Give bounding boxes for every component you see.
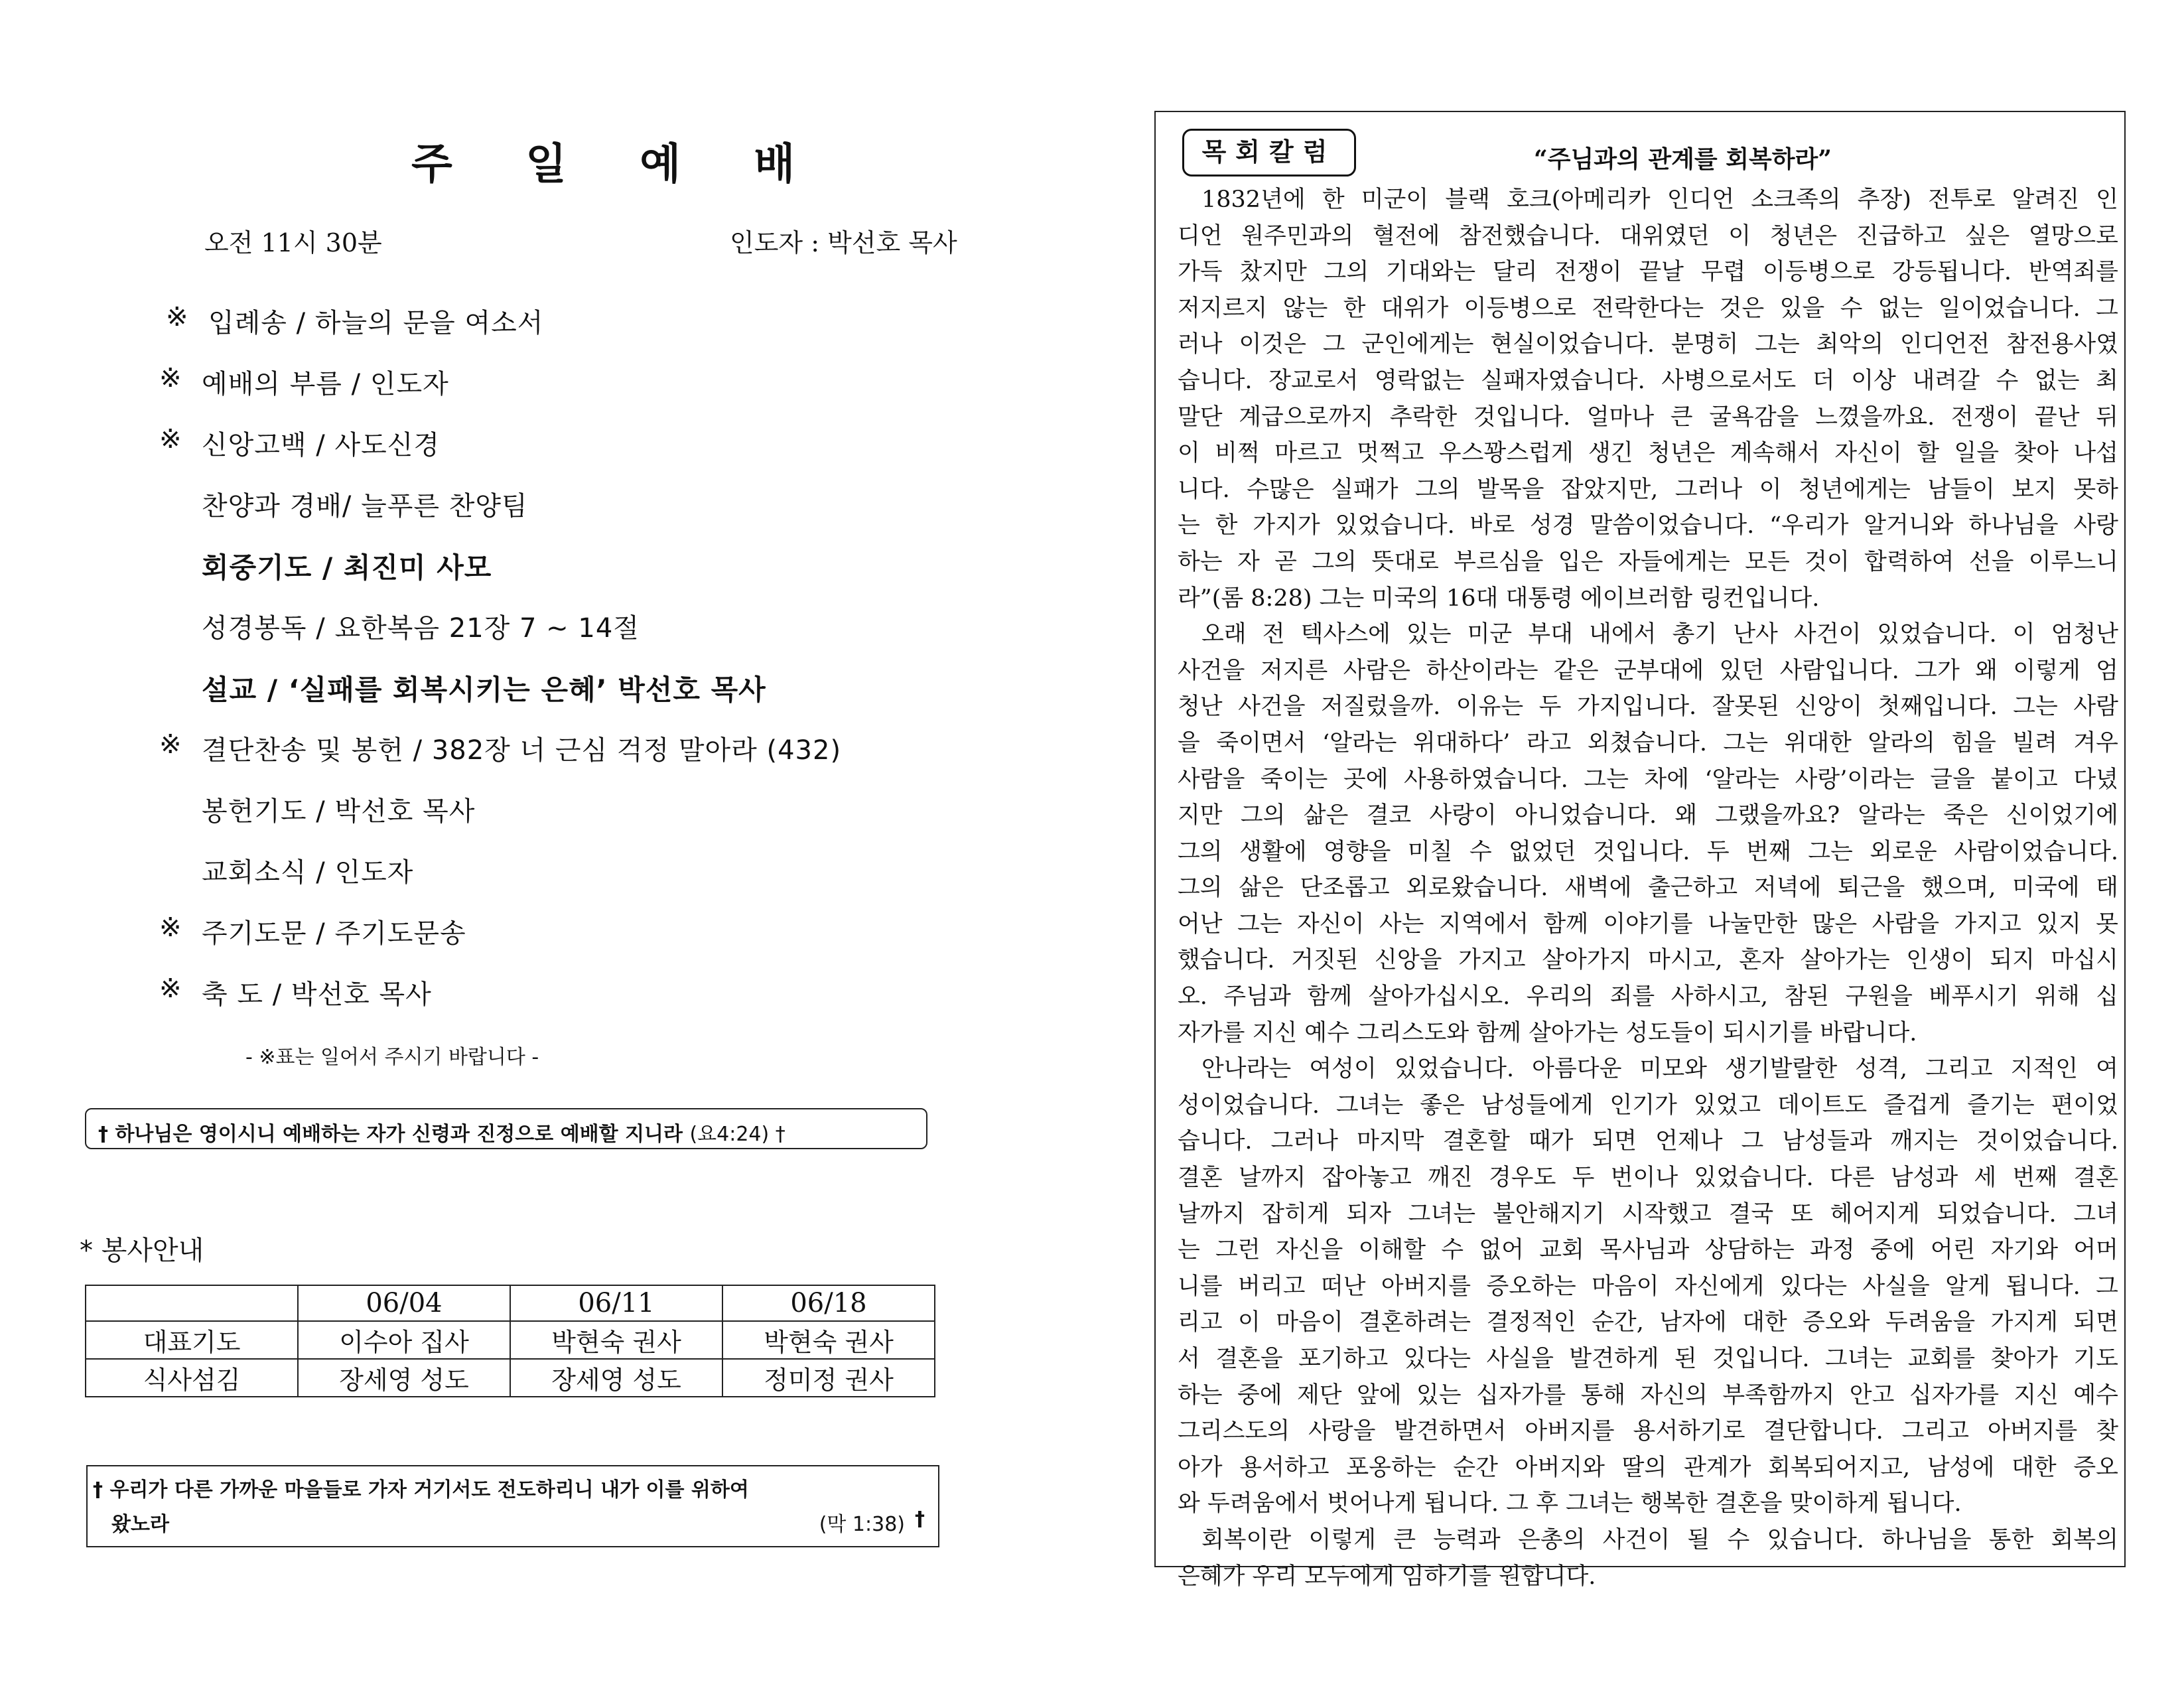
column-line: 하는 자 곧 그의 뜻대로 부르심을 입은 자들에게는 모든 것이 합력하여 선을 이루느니 <box>1178 548 2118 575</box>
table-header-cell: 06/04 <box>298 1285 510 1321</box>
column-line: 사람을 죽이는 곳에 사용하였습니다. 그는 차에 ‘알라는 사랑’이라는 글을 붙이고 다녔 <box>1178 766 2118 793</box>
column-line: 어난 그는 자신이 사는 지역에서 함께 이야기를 나눌만한 많은 사람을 가지고 있지 못 <box>1178 910 2118 938</box>
column-line: 날까지 잡히게 되자 그녀는 불안해지기 시작했고 결국 또 헤어지게 되었습니다. 그녀 <box>1178 1200 2118 1228</box>
bulletin-left-page <box>0 0 1088 1692</box>
column-line: 그의 생활에 영향을 미칠 수 없었던 것입니다. 두 번째 그는 외로운 사람이었습니다. <box>1178 838 2118 865</box>
table-cell: 박현숙 권사 <box>510 1321 722 1359</box>
order-item-text: 봉헌기도 / 박선호 목사 <box>202 796 476 827</box>
column-line: 했습니다. 거짓된 신앙을 가지고 살아가지 마시고, 혼자 살아가는 인생이 되지 마십시 <box>1178 947 2118 974</box>
order-item-text: 교회소식 / 인도자 <box>202 857 414 888</box>
column-line: 와 두려움에서 벗어나게 됩니다. 그 후 그녀는 행복한 결혼을 맞이하게 됩니다. <box>1178 1490 1962 1517</box>
dagger-mark: † <box>915 1508 925 1531</box>
order-item <box>159 729 1022 790</box>
table-cell: 장세영 성도 <box>298 1359 510 1397</box>
column-body <box>1178 182 2118 1594</box>
stand-mark: ※ <box>159 424 182 455</box>
order-item-text: 입례송 / 하늘의 문을 여소서 <box>208 308 544 338</box>
order-item-text: 주기도문 / 주기도문송 <box>202 918 466 949</box>
order-item-text: 찬양과 경배/ 늘푸른 찬양팀 <box>202 491 528 522</box>
order-item-text: 예배의 부름 / 인도자 <box>202 369 449 399</box>
order-item <box>159 363 1022 424</box>
column-line: 러나 이것은 그 군인에게는 현실이었습니다. 분명히 그는 최악의 인디언전 참전용사였 <box>1178 331 2118 358</box>
column-line: 이 비쩍 마르고 멋쩍고 우스꽝스럽게 생긴 청년은 계속해서 자신이 할 일을 찾아 나섭 <box>1178 440 2118 467</box>
scripture-text: † 하나님은 영이시니 예배하는 자가 신령과 진정으로 예배할 지니라 <box>98 1123 683 1146</box>
stand-mark: ※ <box>159 912 182 943</box>
order-item <box>159 790 1022 851</box>
column-line: 디언 원주민과의 혈전에 참전했습니다. 대위였던 이 청년은 진급하고 싶은 열망으로 <box>1178 222 2118 249</box>
table-cell: 식사섬김 <box>86 1359 298 1397</box>
column-line: 습니다. 그러나 마지막 결혼할 때가 되면 언제나 그 남성들과 깨지는 것이었습니다. <box>1178 1128 2118 1155</box>
column-line: 아가 용서하고 포옹하는 순간 아버지와 딸의 관계가 회복되어지고, 남성에 대한 증오 <box>1178 1454 2118 1481</box>
column-line: 성이었습니다. 그녀는 좋은 남성들에게 인기가 있었고 데이트도 즐겁게 즐기는 편이었 <box>1178 1092 2118 1119</box>
column-line: 을 죽이면서 ‘알라는 위대하다’ 라고 외쳤습니다. 그는 위대한 알라의 힘을 빌려 겨우 <box>1178 729 2118 756</box>
order-of-worship <box>159 302 1022 1034</box>
scripture-ref: (요4:24) † <box>689 1123 785 1146</box>
table-cell: 이수아 집사 <box>298 1321 510 1359</box>
table-cell: 장세영 성도 <box>510 1359 722 1397</box>
column-line: 1832년에 한 미군이 블랙 호크(아메리카 인디언 소크족의 추장) 전투로 알려진 인 <box>1201 186 2118 213</box>
column-line: 안나라는 여성이 있었습니다. 아름다운 미모와 생기발랄한 성격, 그리고 지적인 여 <box>1201 1056 2118 1083</box>
stand-mark: ※ <box>159 729 182 760</box>
order-item-text: 축 도 / 박선호 목사 <box>202 979 432 1010</box>
order-item-text: 신앙고백 / 사도신경 <box>202 430 441 460</box>
column-line: 하는 중에 제단 앞에 있는 십자가를 통해 자신의 부족함까지 안고 십자가를 지신 예수 <box>1178 1381 2118 1409</box>
column-line: 은혜가 우리 모두에게 임하기를 원합니다. <box>1178 1563 1596 1590</box>
column-line: 지만 그의 삶은 결코 사랑이 아니었습니다. 왜 그랬을까요? 알라는 죽은 신이었기에 <box>1178 802 2118 829</box>
service-guide-table <box>85 1285 935 1397</box>
column-line: 는 한 가지가 있었습니다. 바로 성경 말씀이었습니다. “우리가 알거니와 하나님을 사랑 <box>1178 512 2118 539</box>
scripture-box-top <box>85 1108 927 1149</box>
column-line: 오. 주님과 함께 살아가십시오. 우리의 죄를 사하시고, 참된 구원을 베푸시기 위해 십 <box>1178 983 2118 1011</box>
order-item-text: 회중기도 / 최진미 사모 <box>202 551 492 584</box>
column-line: 자가를 지신 예수 그리스도와 함께 살아가는 성도들이 되시기를 바랍니다. <box>1178 1019 1917 1046</box>
column-title: “주님과의 관계를 회복하라” <box>1534 145 1832 173</box>
order-item <box>159 973 1022 1034</box>
table-row <box>86 1321 935 1359</box>
table-header-cell: 06/11 <box>510 1285 722 1321</box>
table-row <box>86 1359 935 1397</box>
column-line: 니를 버리고 떠난 아버지를 증오하는 마음이 자신에게 있다는 사실을 알게 됩니다. 그 <box>1178 1273 2118 1300</box>
column-line: 말단 계급으로까지 추락한 것입니다. 얼마나 큰 굴욕감을 느꼈을까요. 전쟁이 끝난 뒤 <box>1178 403 2118 431</box>
column-line: 회복이란 이렇게 큰 능력과 은총의 사건이 될 수 있습니다. 하나님을 통한 회복의 <box>1201 1526 2118 1553</box>
order-item <box>159 302 1022 363</box>
column-line: 는 그런 자신을 이해할 수 없어 교회 목사님과 상담하는 과정 중에 어린 자기와 어머 <box>1178 1237 2118 1264</box>
column-line: 오래 전 텍사스에 있는 미군 부대 내에서 총기 난사 사건이 있었습니다. 이 엄청난 <box>1201 621 2118 648</box>
order-item <box>159 607 1022 668</box>
column-line: 습니다. 장교로서 영락없는 실패자였습니다. 사병으로서도 더 이상 내려갈 수 없는 최 <box>1178 367 2118 394</box>
table-header-cell <box>86 1285 298 1321</box>
order-item-text: 결단찬송 및 봉헌 / 382장 너 근심 걱정 말아라 (432) <box>202 735 842 766</box>
table-cell: 정미정 권사 <box>722 1359 935 1397</box>
stand-mark: ※ <box>166 302 189 332</box>
order-item <box>159 668 1022 729</box>
column-line: 리고 이 마음이 결혼하려는 결정적인 순간, 남자에 대한 증오와 두려움을 가지게 되면 <box>1178 1309 2118 1336</box>
page-title: 주 일 예 배 <box>411 140 825 189</box>
column-line: 저지르지 않는 한 대위가 이등병으로 전락한다는 것은 있을 수 없는 일이었습니다. 그 <box>1178 295 2118 322</box>
column-line: 사건을 저지른 사람은 하산이라는 같은 군부대에 있던 사람입니다. 그가 왜 이렇게 엄 <box>1178 657 2118 684</box>
scripture-box-bottom <box>86 1465 939 1547</box>
service-time: 오전 11시 30분 <box>204 228 382 257</box>
scripture-line-2: 왔노라 <box>111 1513 169 1536</box>
stand-mark: ※ <box>159 363 182 393</box>
order-item <box>159 851 1022 912</box>
service-guide-heading: * 봉사안내 <box>80 1235 204 1266</box>
order-item <box>159 424 1022 485</box>
column-line: 그의 삶은 단조롭고 외로왔습니다. 새벽에 출근하고 저녁에 퇴근을 했으며, 미국에 태 <box>1178 875 2118 902</box>
column-line: 그리스도의 사랑을 발견하면서 아버지를 용서하기로 결단합니다. 그리고 아버지를 찾 <box>1178 1418 2118 1445</box>
order-item-text: 성경봉독 / 요한복음 21장 7 ~ 14절 <box>202 613 640 644</box>
column-line: 가득 찼지만 그의 기대와는 달리 전쟁이 끝날 무렵 이등병으로 강등됩니다. 반역죄를 <box>1178 259 2118 286</box>
column-line: 청난 사건을 저질렀을까. 이유는 두 가지입니다. 잘못된 신앙이 첫째입니다. 그는 사람 <box>1178 693 2118 721</box>
column-line: 서 결혼을 포기하고 있다는 사실을 발견하게 된 것입니다. 그녀는 교회를 찾아가 기도 <box>1178 1346 2118 1372</box>
scripture-line-1: † 우리가 다른 가까운 마을들로 가자 거기서도 전도하리니 내가 이를 위하여 <box>93 1478 749 1502</box>
table-cell: 대표기도 <box>86 1321 298 1359</box>
column-line: 라”(롬 8:28) 그는 미국의 16대 대통령 에이브러함 링컨입니다. <box>1178 585 1820 612</box>
table-header-cell: 06/18 <box>722 1285 935 1321</box>
table-header-row <box>86 1285 935 1321</box>
column-line: 니다. 수많은 실패가 그의 발목을 잡았지만, 그러나 이 청년에게는 남들이 보지 못하 <box>1178 476 2118 503</box>
table-cell: 박현숙 권사 <box>722 1321 935 1359</box>
service-leader: 인도자 : 박선호 목사 <box>730 228 957 257</box>
order-item <box>159 546 1022 607</box>
scripture-ref: (막 1:38) <box>819 1513 905 1536</box>
stand-note: - ※표는 일어서 주시기 바랍니다 - <box>245 1046 539 1069</box>
order-item <box>159 912 1022 973</box>
stand-mark: ※ <box>159 973 182 1004</box>
order-item-text: 설교 / ‘실패를 회복시키는 은혜’ 박선호 목사 <box>202 673 766 706</box>
order-item <box>159 485 1022 546</box>
column-line: 결혼 날까지 잡아놓고 깨진 경우도 두 번이나 있었습니다. 다른 남성과 세 번째 결혼 <box>1178 1164 2118 1192</box>
column-tag: 목회칼럼 <box>1182 129 1356 176</box>
